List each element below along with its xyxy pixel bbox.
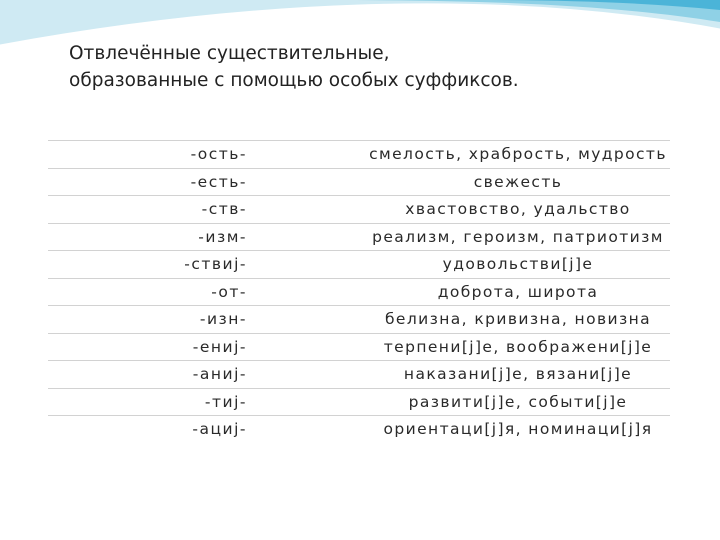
- examples-cell: развити[j]е, событи[j]е: [408, 392, 628, 411]
- suffix-cell: -аниj-: [192, 365, 247, 383]
- examples-cell: смелость, храбрость, мудрость: [369, 145, 667, 163]
- table-row: [48, 333, 670, 361]
- suffix-cell: -изн-: [199, 310, 247, 328]
- suffix-cell: -тиj-: [204, 392, 247, 411]
- examples-cell: ориентаци[j]я, номинаци[j]я: [383, 420, 653, 438]
- table-row: [48, 168, 670, 196]
- table-row: [48, 195, 670, 223]
- page-title: [69, 40, 669, 94]
- examples-cell: хвастовство, удальство: [405, 200, 631, 218]
- table-row: [48, 388, 670, 416]
- suffix-cell: -изм-: [198, 227, 247, 246]
- title-line-2: образованные с помощью особых суффиксов.: [69, 70, 519, 91]
- examples-cell: реализм, героизм, патриотизм: [372, 227, 664, 246]
- suffix-cell: -ствиj-: [184, 255, 247, 273]
- suffix-table: [48, 140, 670, 443]
- table-row: [48, 278, 670, 306]
- examples-cell: свежесть: [473, 172, 563, 191]
- table-row: [48, 415, 670, 443]
- examples-cell: удовольстви[j]е: [442, 255, 594, 273]
- suffix-cell: -ениj-: [192, 337, 247, 356]
- table-row: [48, 360, 670, 388]
- suffix-cell: -от-: [211, 282, 247, 301]
- suffix-cell: -ациj-: [192, 420, 247, 438]
- table-row: [48, 250, 670, 278]
- suffix-cell: -есть-: [190, 172, 247, 191]
- examples-cell: терпени[j]е, воображени[j]е: [383, 337, 653, 356]
- table-row: [48, 140, 670, 168]
- examples-cell: доброта, широта: [437, 282, 599, 301]
- examples-cell: наказани[j]е, вязани[j]е: [403, 365, 633, 383]
- title-line-1: Отвлечённые существительные,: [69, 43, 390, 64]
- suffix-cell: -ств-: [201, 200, 247, 218]
- table-row: [48, 305, 670, 333]
- examples-cell: белизна, кривизна, новизна: [384, 310, 652, 328]
- suffix-cell: -ость-: [190, 145, 247, 163]
- table-row: [48, 223, 670, 251]
